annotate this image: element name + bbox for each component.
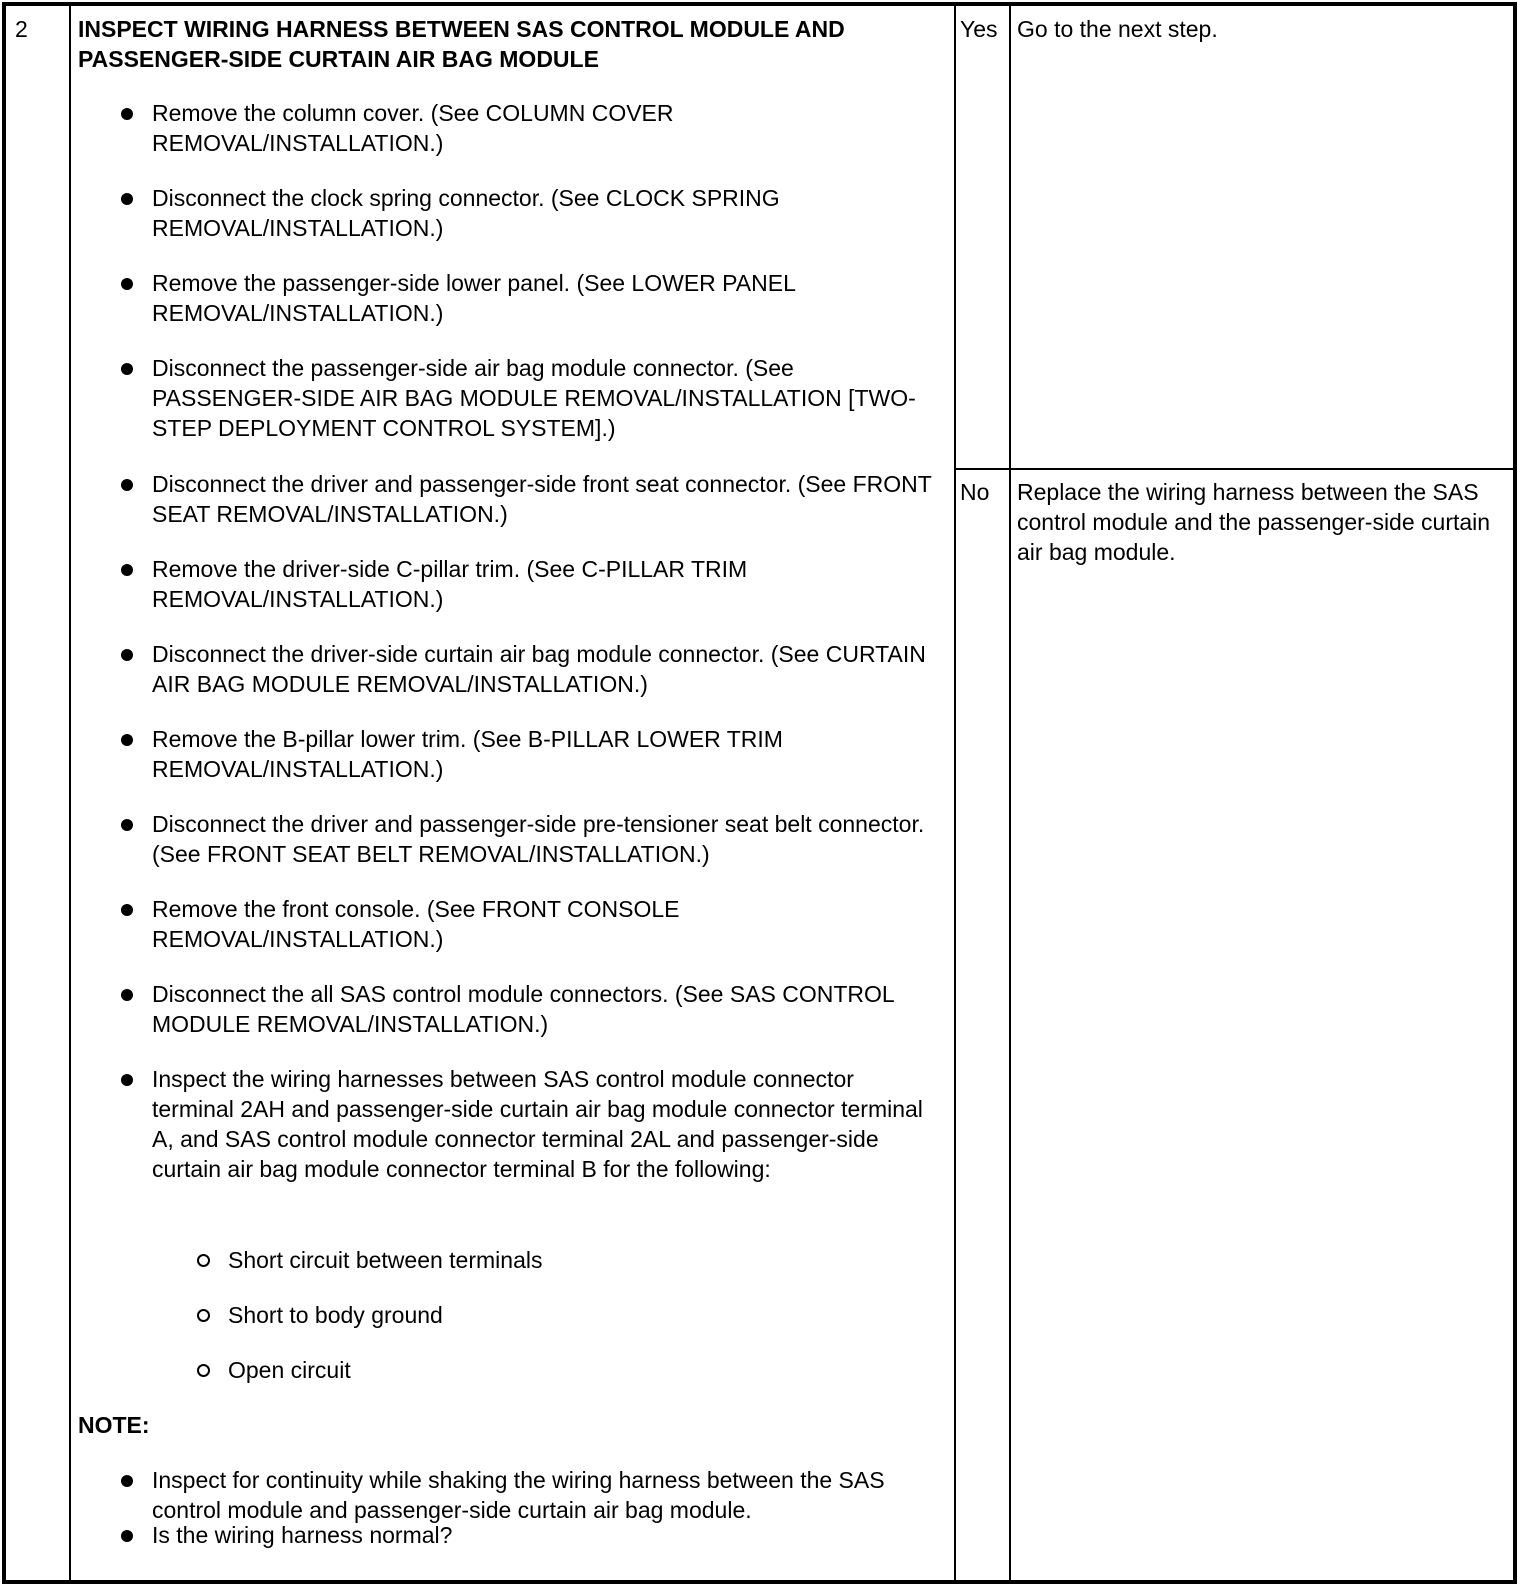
list-item-text: Inspect for continuity while shaking the wiring harness between the SAS control module and passenger-side curtain air bag module. <box>152 1467 885 1523</box>
note-label: NOTE: <box>78 1412 150 1438</box>
list-item-text: Disconnect the driver-side curtain air bag module connector. (See CURTAIN AIR BAG MODULE REMOVAL/INSTALLATION.) <box>152 641 926 697</box>
bullet-icon <box>121 1475 133 1487</box>
bullet-icon <box>121 479 133 491</box>
circle-bullet-icon <box>197 1364 210 1377</box>
bullet-icon <box>121 278 133 290</box>
list-item-text: Disconnect the driver and passenger-side pre-tensioner seat belt connector. (See FRONT SEAT BELT REMOVAL/INSTALLATION.) <box>152 811 925 867</box>
bullet-icon <box>121 363 133 375</box>
bullet-icon <box>121 649 133 661</box>
yes-label: Yes <box>960 16 998 42</box>
no-label: No <box>960 479 990 505</box>
list-item-text: Inspect the wiring harnesses between SAS control module connector terminal 2AH and passenger-side curtain air bag module connector terminal A, and SAS control module connector terminal 2AL and passenger-side curtain air bag module connector terminal B for the following: <box>152 1066 923 1182</box>
step-number: 2 <box>15 16 28 42</box>
list-item-text: Remove the B-pillar lower trim. (See B-PILLAR LOWER TRIM REMOVAL/INSTALLATION.) <box>152 726 783 782</box>
list-item-text: Disconnect the driver and passenger-side front seat connector. (See FRONT SEAT REMOVAL/INSTALLATION.) <box>152 471 932 527</box>
list-item-text: Is the wiring harness normal? <box>152 1522 453 1548</box>
bullet-icon <box>121 819 133 831</box>
list-item-text: Disconnect the passenger-side air bag module connector. (See PASSENGER-SIDE AIR BAG MODULE REMOVAL/INSTALLATION [TWO-STEP DEPLOYMENT CONTROL SYSTEM].) <box>152 355 916 441</box>
list-item-text: Remove the column cover. (See COLUMN COVER REMOVAL/INSTALLATION.) <box>152 100 674 156</box>
circle-bullet-icon <box>197 1309 210 1322</box>
list-item-text: Disconnect the clock spring connector. (See CLOCK SPRING REMOVAL/INSTALLATION.) <box>152 185 780 241</box>
sub-list-item-text: Open circuit <box>228 1357 351 1383</box>
sub-list-item-text: Short to body ground <box>228 1302 443 1328</box>
no-action: Replace the wiring harness between the SAS control module and the passenger-side curtain air bag module. <box>1017 479 1491 565</box>
yes-action: Go to the next step. <box>1017 16 1218 42</box>
bullet-icon <box>121 1530 133 1542</box>
bullet-icon <box>121 1074 133 1086</box>
step-title: INSPECT WIRING HARNESS BETWEEN SAS CONTROL MODULE AND PASSENGER-SIDE CURTAIN AIR BAG MODULE <box>78 16 845 72</box>
list-item-text: Remove the driver-side C-pillar trim. (See C-PILLAR TRIM REMOVAL/INSTALLATION.) <box>152 556 748 612</box>
bullet-icon <box>121 904 133 916</box>
list-item-text: Disconnect the all SAS control module connectors. (See SAS CONTROL MODULE REMOVAL/INSTALLATION.) <box>152 981 894 1037</box>
bullet-icon <box>121 989 133 1001</box>
bullet-icon <box>121 108 133 120</box>
list-item-text: Remove the front console. (See FRONT CONSOLE REMOVAL/INSTALLATION.) <box>152 896 680 952</box>
bullet-icon <box>121 193 133 205</box>
bullet-icon <box>121 734 133 746</box>
list-item-text: Remove the passenger-side lower panel. (See LOWER PANEL REMOVAL/INSTALLATION.) <box>152 270 796 326</box>
bullet-icon <box>121 564 133 576</box>
sub-list-item-text: Short circuit between terminals <box>228 1247 543 1273</box>
circle-bullet-icon <box>197 1254 210 1267</box>
